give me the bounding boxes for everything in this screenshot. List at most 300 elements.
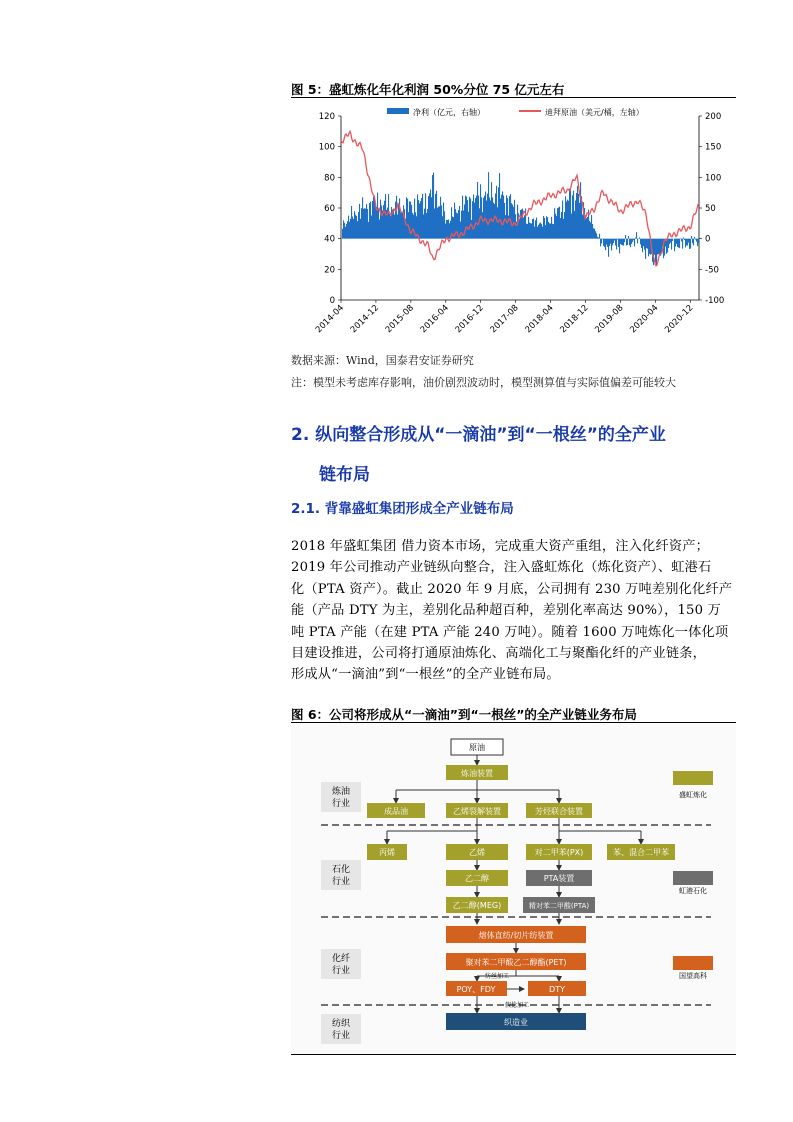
- net-profit-bar: [643, 239, 644, 246]
- net-profit-bar: [417, 194, 418, 238]
- net-profit-bar: [616, 239, 617, 250]
- net-profit-bar: [691, 236, 692, 239]
- net-profit-bar: [431, 197, 432, 238]
- svg-text:乙烯裂解装置: 乙烯裂解装置: [453, 807, 501, 816]
- net-profit-bar: [630, 239, 631, 247]
- net-profit-bar: [575, 200, 576, 238]
- figure-5-note: 注：模型未考虑库存影响，油价剧烈波动时，模型测算值与实际值偏差可能较大: [291, 376, 676, 389]
- net-profit-bar: [598, 238, 599, 239]
- net-profit-bar: [547, 217, 548, 238]
- svg-text:乙二醇: 乙二醇: [465, 874, 489, 883]
- svg-text:行业: 行业: [331, 966, 351, 976]
- net-profit-bar: [539, 223, 540, 238]
- net-profit-bar: [578, 194, 579, 239]
- paragraph-line: 目建设推进，公司将打通原油炼化、高端化工与聚酯化纤的产业链条，: [291, 646, 707, 662]
- net-profit-bar: [501, 195, 502, 239]
- net-profit-bar: [556, 216, 557, 239]
- legend-swatch-net-profit: [387, 108, 409, 114]
- net-profit-bar: [607, 239, 608, 247]
- net-profit-bar: [596, 233, 597, 238]
- box-pet: [446, 953, 586, 970]
- net-profit-bar: [418, 200, 419, 239]
- net-profit-bar: [641, 239, 642, 248]
- net-profit-bar: [688, 239, 689, 243]
- net-profit-bar: [674, 239, 675, 251]
- svg-text:织造业: 织造业: [504, 1018, 528, 1027]
- net-profit-bar: [536, 218, 537, 239]
- svg-text:乙二醇(MEG): 乙二醇(MEG): [452, 901, 502, 910]
- net-profit-bar: [622, 239, 623, 246]
- svg-text:精对苯二甲酸(PTA): 精对苯二甲酸(PTA): [528, 902, 590, 910]
- net-profit-bar: [560, 218, 561, 239]
- net-profit-bar: [604, 239, 605, 247]
- net-profit-bar: [561, 212, 562, 239]
- net-profit-bar: [582, 215, 583, 239]
- net-profit-bar: [657, 239, 658, 255]
- left-axis-ticks: [319, 112, 341, 306]
- net-profit-bar: [506, 195, 507, 238]
- net-profit-bar: [668, 239, 669, 248]
- net-profit-bar: [377, 193, 378, 239]
- net-profit-bar: [627, 239, 628, 245]
- box-weaving: [446, 1013, 586, 1030]
- figure-6-bottom-rule: [291, 1054, 736, 1055]
- net-profit-bar: [429, 193, 430, 238]
- net-profit-bar: [671, 239, 672, 250]
- box-ethylene: [446, 844, 508, 860]
- net-profit-bar: [550, 224, 551, 239]
- net-profit-bar: [391, 207, 392, 239]
- box-crude-oil: [451, 739, 503, 755]
- net-profit-bar: [393, 209, 394, 238]
- net-profit-bar: [360, 219, 361, 239]
- net-profit-bar: [401, 213, 402, 239]
- net-profit-bar: [599, 234, 600, 239]
- section-2-heading-line-1: 2. 纵向整合形成从“一滴油”到“一根丝”的全产业: [291, 425, 666, 445]
- net-profit-bar: [545, 225, 546, 239]
- net-profit-bar: [635, 238, 636, 239]
- net-profit-bar: [462, 196, 463, 239]
- svg-text:炼油: 炼油: [331, 787, 351, 797]
- svg-text:纺织: 纺织: [331, 1019, 351, 1029]
- net-profit-bar: [555, 214, 556, 239]
- net-profit-bar: [350, 219, 351, 239]
- net-profit-bar: [611, 239, 612, 251]
- net-profit-bar: [491, 182, 492, 238]
- net-profit-bar: [420, 201, 421, 239]
- net-profit-bar: [473, 194, 474, 238]
- net-profit-bar: [472, 201, 473, 238]
- paragraph-line: 能（产品 DTY 为主，差别化品种超百种，差别化率高达 90%），150 万: [291, 603, 722, 619]
- net-profit-bar: [379, 220, 380, 239]
- net-profit-bar: [487, 194, 488, 239]
- box-refinery-unit: [446, 765, 508, 780]
- net-profit-bar: [376, 207, 377, 239]
- figure-5-top-rule: [291, 97, 736, 98]
- net-profit-bar: [356, 216, 357, 239]
- paragraph-line: 形成从“一滴油”到“一根丝”的全产业链布局。: [291, 667, 560, 683]
- section-label-textile: [321, 1014, 361, 1044]
- net-profit-bar: [477, 182, 478, 239]
- net-profit-bar: [529, 223, 530, 239]
- net-profit-bar: [592, 224, 593, 239]
- net-profit-bar: [675, 239, 676, 247]
- net-profit-bar: [378, 209, 379, 239]
- paragraph-line: 吨 PTA 产能（在建 PTA 产能 240 万吨）。随着 1600 万吨炼化一体化项: [291, 624, 729, 640]
- net-profit-bar: [543, 216, 544, 239]
- net-profit-bar: [448, 219, 449, 238]
- net-profit-bar: [681, 239, 682, 242]
- figure-6-diagram: [291, 724, 736, 1054]
- net-profit-bar: [609, 239, 610, 246]
- net-profit-bar: [618, 239, 619, 247]
- net-profit-bar: [430, 190, 431, 239]
- net-profit-bar: [507, 198, 508, 238]
- net-profit-bar: [441, 205, 442, 238]
- left-tick-label: 20: [324, 265, 335, 276]
- net-profit-bar: [345, 227, 346, 239]
- net-profit-bar: [639, 237, 640, 238]
- legend-dubai-crude: 迪拜原油（美元/桶，左轴）: [545, 108, 644, 117]
- net-profit-bar: [502, 191, 503, 238]
- net-profit-bar: [403, 205, 404, 238]
- net-profit-bar: [349, 222, 350, 239]
- net-profit-bar: [587, 217, 588, 239]
- net-profit-bar: [645, 239, 646, 259]
- net-profit-bar: [447, 220, 448, 239]
- net-profit-bar: [594, 229, 595, 239]
- net-profit-bar: [684, 239, 685, 240]
- net-profit-bar: [381, 206, 382, 239]
- net-profit-bar: [514, 200, 515, 239]
- net-profit-bar: [600, 239, 601, 247]
- box-paraxylene: [526, 844, 592, 860]
- left-tick-label: 120: [318, 112, 335, 122]
- net-profit-bar: [692, 239, 693, 244]
- net-profit-bar: [697, 239, 698, 246]
- svg-text:原油: 原油: [469, 743, 485, 752]
- net-profit-bar: [567, 200, 568, 239]
- svg-text:化纤: 化纤: [331, 954, 351, 964]
- net-profit-bar: [400, 212, 401, 238]
- net-profit-bar: [659, 239, 660, 254]
- net-profit-bar: [396, 196, 397, 239]
- net-profit-bar: [485, 192, 486, 239]
- net-profit-bar: [439, 206, 440, 238]
- net-profit-bar: [363, 209, 364, 239]
- net-profit-bar: [478, 195, 479, 238]
- svg-text:国望高科: 国望高科: [679, 972, 707, 980]
- net-profit-bar: [637, 239, 638, 244]
- box-poy-fdy: [446, 981, 507, 996]
- net-profit-bar: [546, 216, 547, 238]
- net-profit-bar: [605, 239, 606, 251]
- svg-text:DTY: DTY: [549, 985, 565, 994]
- net-profit-bar: [541, 224, 542, 239]
- net-profit-bar: [685, 239, 686, 248]
- svg-text:行业: 行业: [331, 1031, 351, 1041]
- svg-text:乙烯: 乙烯: [469, 848, 485, 857]
- net-profit-bar: [608, 239, 609, 257]
- net-profit-bar: [406, 197, 407, 238]
- net-profit-bar: [568, 201, 569, 239]
- figure-5-source: 数据来源：Wind，国泰君安证券研究: [291, 354, 474, 367]
- net-profit-area-series: [342, 172, 699, 265]
- net-profit-bar: [354, 211, 355, 239]
- net-profit-bar: [343, 220, 344, 238]
- net-profit-bar: [544, 218, 545, 239]
- svg-text:丙烯: 丙烯: [379, 848, 395, 857]
- net-profit-bar: [489, 198, 490, 239]
- net-profit-bar: [569, 189, 570, 239]
- box-dty: [528, 981, 586, 996]
- svg-text:石化: 石化: [331, 865, 351, 875]
- figure-5-title: 图 5：盛虹炼化年化利润 50%分位 75 亿元左右: [291, 82, 565, 97]
- net-profit-bar: [617, 239, 618, 240]
- net-profit-bar: [428, 196, 429, 239]
- net-profit-bar: [361, 208, 362, 239]
- net-profit-bar: [419, 203, 420, 238]
- net-profit-bar: [475, 198, 476, 239]
- net-profit-bar: [577, 186, 578, 239]
- net-profit-bar: [348, 216, 349, 239]
- net-profit-bar: [366, 204, 367, 239]
- net-profit-bar: [444, 211, 445, 238]
- paragraph-line: 2018 年盛虹集团 借力资本市场，完成重大资产重组，注入化纤资产；: [291, 539, 709, 554]
- net-profit-bar: [625, 235, 626, 239]
- net-profit-bar: [426, 213, 427, 239]
- figure-5-chart: [291, 100, 736, 348]
- net-profit-bar: [352, 217, 353, 239]
- net-profit-bar: [557, 208, 558, 238]
- net-profit-bar: [524, 215, 525, 238]
- net-profit-bar: [467, 200, 468, 239]
- net-profit-bar: [424, 209, 425, 239]
- net-profit-bar: [626, 239, 627, 246]
- net-profit-bar: [537, 227, 538, 239]
- net-profit-bar: [538, 225, 539, 239]
- svg-text:聚对苯二甲酸乙二醇酯(PET): 聚对苯二甲酸乙二醇酯(PET): [465, 958, 567, 967]
- svg-text:POY、FDY: POY、FDY: [456, 985, 496, 994]
- net-profit-bar: [648, 239, 649, 257]
- left-tick-label: 40: [324, 234, 335, 245]
- left-tick-label: 0: [329, 296, 335, 306]
- net-profit-bar: [432, 175, 433, 239]
- net-profit-bar: [595, 231, 596, 238]
- left-tick-label: 100: [318, 142, 335, 153]
- net-profit-bar: [597, 237, 598, 239]
- net-profit-bar: [380, 200, 381, 239]
- left-tick-label: 80: [324, 173, 335, 184]
- right-tick-label: 0: [705, 234, 711, 245]
- net-profit-bar: [629, 239, 630, 246]
- net-profit-bar: [589, 221, 590, 239]
- net-profit-bar: [421, 198, 422, 239]
- net-profit-bar: [368, 222, 369, 239]
- net-profit-bar: [574, 211, 575, 239]
- net-profit-bar: [476, 196, 477, 239]
- net-profit-bar: [357, 221, 358, 238]
- x-tick-label: 2018-04: [523, 303, 556, 336]
- net-profit-bar: [438, 207, 439, 239]
- net-profit-bar: [480, 184, 481, 238]
- net-profit-bar: [571, 214, 572, 239]
- net-profit-bar: [434, 209, 435, 239]
- figure-6-title: 图 6：公司将形成从“一滴油”到“一根丝”的全产业链业务布局: [291, 707, 637, 722]
- net-profit-bar: [466, 197, 467, 239]
- section-label-refining: [321, 782, 361, 812]
- net-profit-bar: [553, 224, 554, 239]
- net-profit-bar: [542, 227, 543, 239]
- right-tick-label: 100: [705, 173, 722, 184]
- svg-text:芳烃联合装置: 芳烃联合装置: [535, 807, 583, 816]
- net-profit-bar: [412, 213, 413, 239]
- net-profit-bar: [647, 239, 648, 249]
- right-tick-label: -100: [705, 296, 725, 306]
- net-profit-bar: [362, 197, 363, 238]
- right-tick-label: -50: [705, 265, 719, 276]
- net-profit-bar: [535, 220, 536, 238]
- net-profit-bar: [632, 239, 633, 242]
- net-profit-bar: [613, 239, 614, 243]
- net-profit-bar: [435, 194, 436, 239]
- net-profit-bar: [423, 214, 424, 238]
- x-tick-label: 2017-08: [488, 303, 521, 336]
- net-profit-bar: [658, 239, 659, 255]
- net-profit-bar: [670, 239, 671, 243]
- section-2-1-heading: 2.1. 背靠盛虹集团形成全产业链布局: [291, 501, 514, 517]
- net-profit-bar: [474, 203, 475, 239]
- box-melt-spinning: [446, 926, 586, 943]
- net-profit-bar: [530, 223, 531, 239]
- right-tick-label: 150: [705, 142, 722, 153]
- net-profit-bar: [425, 193, 426, 238]
- net-profit-bar: [586, 218, 587, 238]
- net-profit-bar: [580, 182, 581, 239]
- net-profit-bar: [687, 239, 688, 246]
- net-profit-bar: [515, 214, 516, 238]
- net-profit-bar: [679, 239, 680, 248]
- net-profit-bar: [531, 224, 532, 239]
- net-profit-bar: [559, 207, 560, 239]
- net-profit-bar: [494, 204, 495, 239]
- label-spinning: 纺丝加工: [484, 973, 510, 980]
- net-profit-bar: [624, 239, 625, 242]
- net-profit-bar: [510, 194, 511, 239]
- net-profit-bar: [512, 205, 513, 239]
- net-profit-bar: [365, 209, 366, 239]
- x-tick-label: 2014-12: [348, 303, 382, 336]
- svg-text:盛虹炼化: 盛虹炼化: [679, 791, 707, 799]
- net-profit-bar: [562, 200, 563, 238]
- net-profit-bar: [533, 218, 534, 238]
- net-profit-bar: [482, 212, 483, 238]
- net-profit-bar: [384, 201, 385, 239]
- net-profit-bar: [564, 212, 565, 239]
- net-profit-bar: [483, 198, 484, 239]
- net-profit-bar: [456, 213, 457, 239]
- box-pta: [523, 897, 595, 913]
- svg-text:行业: 行业: [331, 877, 351, 887]
- net-profit-bar: [527, 224, 528, 239]
- net-profit-bar: [528, 217, 529, 239]
- net-profit-bar: [520, 210, 521, 239]
- net-profit-bar: [342, 229, 343, 239]
- net-profit-bar: [636, 232, 637, 239]
- net-profit-bar: [385, 194, 386, 239]
- svg-text:对二甲苯(PX): 对二甲苯(PX): [534, 848, 584, 857]
- net-profit-bar: [394, 215, 395, 239]
- right-tick-label: 50: [705, 204, 716, 214]
- net-profit-bar: [633, 239, 634, 241]
- net-profit-bar: [669, 239, 670, 244]
- net-profit-bar: [367, 209, 368, 239]
- net-profit-bar: [646, 239, 647, 248]
- net-profit-bar: [676, 239, 677, 244]
- net-profit-bar: [565, 196, 566, 238]
- net-profit-bar: [445, 224, 446, 239]
- net-profit-bar: [601, 239, 602, 244]
- net-profit-bar: [534, 227, 535, 239]
- net-profit-bar: [695, 239, 696, 240]
- net-profit-bar: [433, 173, 434, 239]
- net-profit-bar: [407, 199, 408, 239]
- net-profit-bar: [532, 219, 533, 239]
- net-profit-bar: [443, 202, 444, 238]
- box-ethylene-cracker: [446, 803, 508, 818]
- net-profit-bar: [612, 239, 613, 246]
- net-profit-bar: [471, 220, 472, 239]
- net-profit-bar: [427, 209, 428, 239]
- net-profit-bar: [446, 220, 447, 239]
- net-profit-bar: [614, 239, 615, 241]
- x-tick-label: 2015-08: [383, 303, 416, 336]
- net-profit-bar: [656, 239, 657, 266]
- net-profit-bar: [610, 239, 611, 244]
- net-profit-bar: [346, 224, 347, 239]
- net-profit-bar: [683, 237, 684, 238]
- net-profit-bar: [440, 197, 441, 239]
- net-profit-bar: [479, 208, 480, 238]
- net-profit-bar: [642, 239, 643, 253]
- box-aromatics-complex: [526, 803, 592, 818]
- net-profit-bar: [694, 237, 695, 239]
- net-profit-bar: [499, 173, 500, 239]
- svg-text:行业: 行业: [331, 799, 351, 809]
- box-benzene-xylene: [607, 844, 675, 860]
- net-profit-bar: [686, 239, 687, 246]
- net-profit-bar: [347, 221, 348, 238]
- net-profit-bar: [591, 215, 592, 239]
- net-profit-bar: [369, 203, 370, 239]
- net-profit-bar: [459, 206, 460, 239]
- net-profit-bar: [398, 204, 399, 238]
- svg-text:PTA装置: PTA装置: [543, 874, 575, 883]
- right-axis-ticks: [699, 112, 724, 306]
- net-profit-bar: [359, 204, 360, 239]
- svg-text:成品油: 成品油: [384, 807, 408, 816]
- x-tick-label: 2018-12: [558, 303, 591, 336]
- x-tick-label: 2020-12: [663, 303, 696, 336]
- net-profit-bar: [549, 223, 550, 238]
- svg-text:熔体直纺/切片纺装置: 熔体直纺/切片纺装置: [478, 931, 554, 940]
- net-profit-bar: [372, 201, 373, 239]
- x-tick-label: 2014-04: [313, 303, 347, 336]
- net-profit-bar: [373, 196, 374, 238]
- net-profit-bar: [496, 186, 497, 239]
- net-profit-bar: [397, 215, 398, 239]
- x-tick-label: 2019-08: [593, 303, 626, 336]
